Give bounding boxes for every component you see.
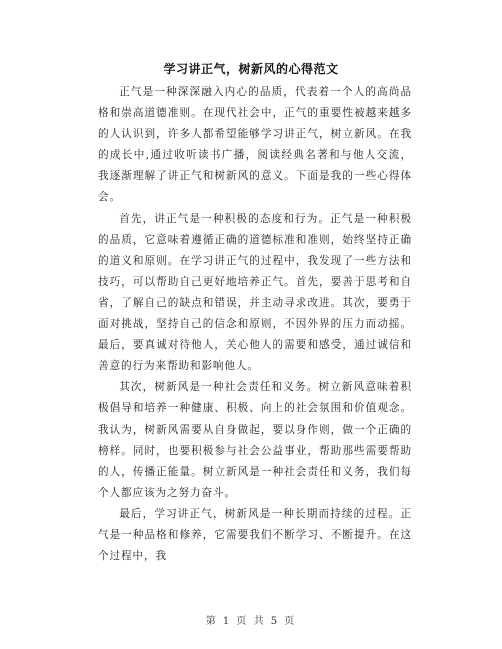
paragraph-second-point: 其次，树新风是一种社会责任和义务。树立新风意味着积极倡导和培养一种健康、积极、向上的社会氛围和价值观念。我认为，树新风需要从自身做起，要以身作则，做一个正确的榜样。同时，也要积极参与社会公益事业，帮助那些需要帮助的人，传播正能量。树立新风是一种社会责任和义务，我们每个人都应该为之努力奋斗。	[98, 381, 412, 499]
page-number: 第 1 页 共 5 页	[205, 616, 297, 627]
paragraph-intro: 正气是一种深深融入内心的品质，代表着一个人的高尚品格和崇高道德准则。在现代社会中，正气的重要性被越来越多的人认识到，许多人都希望能够学习讲正气，树立新风。在我的成长中,通过收听读书广播，阅读经典名著和与他人交流，我逐渐理解了讲正气和树新风的意义。下面是我的一些心得体会。	[98, 86, 412, 204]
document-body	[98, 82, 412, 567]
paragraph-final-point: 最后，学习讲正气，树新风是一种长期而持续的过程。正气是一种品格和修养，它需要我们不断学习、不断提升。在这个过程中，我	[98, 507, 412, 563]
paragraph-first-point: 首先，讲正气是一种积极的态度和行为。正气是一种积极的品质，它意味着遵循正确的道德标准和准则，始终坚持正确的道义和原则。在学习讲正气的过程中，我发现了一些方法和技巧，可以帮助自己更好地培养正气。首先，要善于思考和自省，了解自己的缺点和错误，并主动寻求改进。其次，要勇于面对挑战，坚持自己的信念和原则，不因外界的压力而动摇。最后，要真诚对待他人，关心他人的需要和感受，通过诚信和善意的行为来帮助和影响他人。	[98, 212, 412, 373]
document-title: 学习讲正气，树新风的心得范文	[163, 62, 339, 76]
